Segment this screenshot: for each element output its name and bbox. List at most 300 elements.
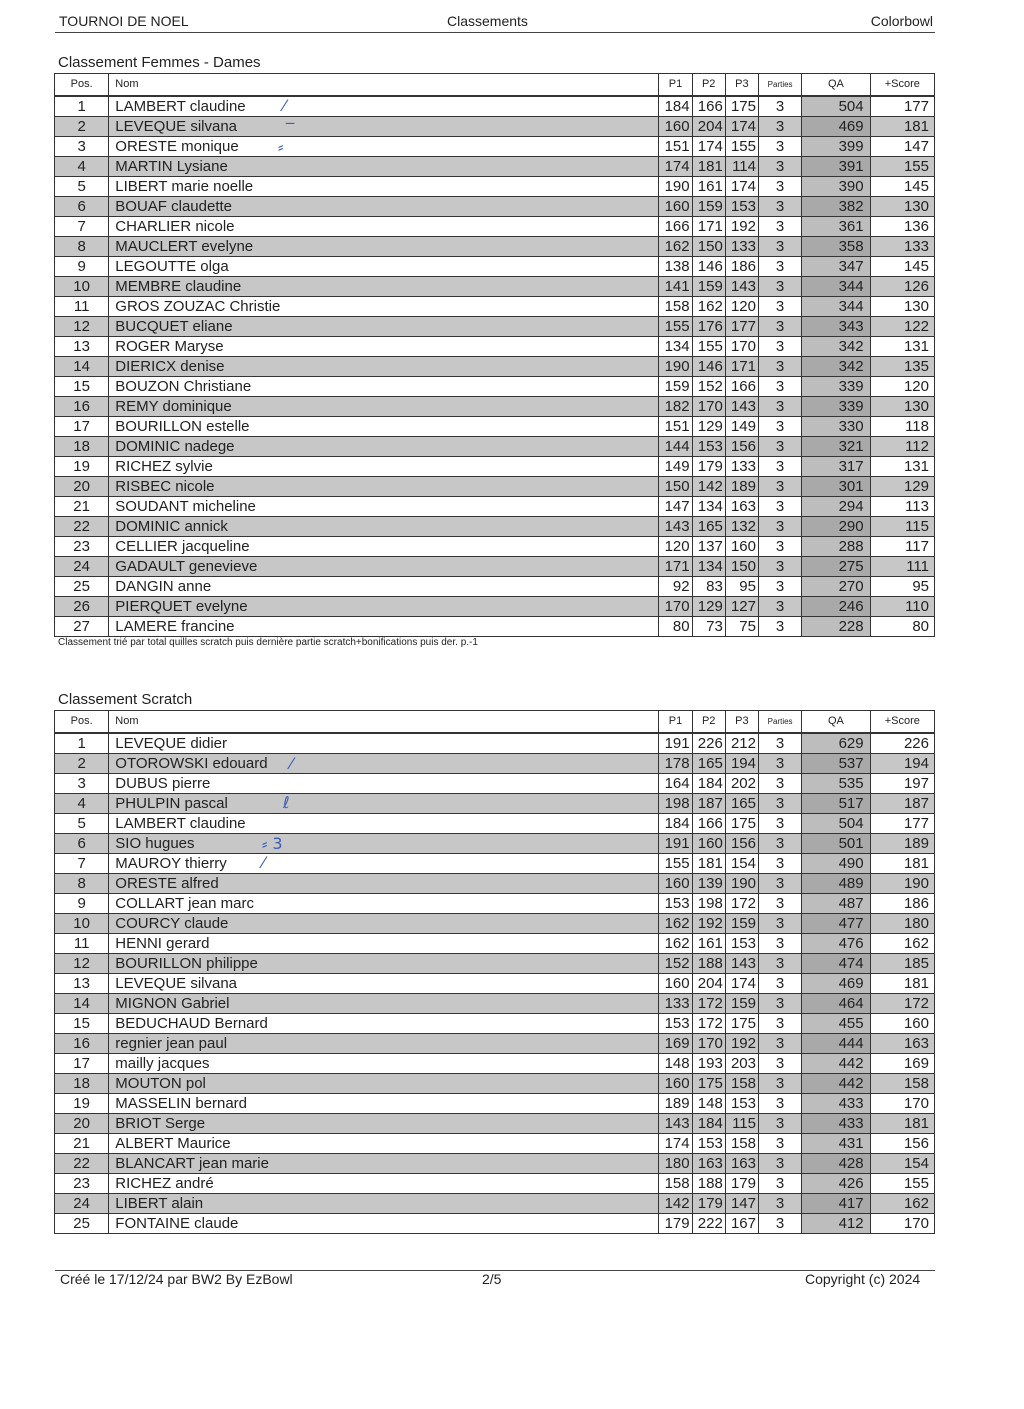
cell-p3: 133: [725, 457, 758, 477]
cell-p2: 146: [692, 257, 725, 277]
col-p3: P3: [725, 74, 758, 97]
cell-p1: 179: [659, 1214, 692, 1234]
cell-p1: 190: [659, 177, 692, 197]
cell-p2: 172: [692, 994, 725, 1014]
cell-parties: 3: [758, 137, 801, 157]
cell-nom: LIBERT marie noelle: [109, 177, 659, 197]
cell-p3: 153: [725, 934, 758, 954]
cell-qa: 288: [802, 537, 870, 557]
cell-parties: 3: [758, 197, 801, 217]
table-row: [55, 1174, 935, 1194]
cell-qa: 270: [802, 577, 870, 597]
cell-score: 170: [870, 1094, 934, 1114]
cell-qa: 426: [802, 1174, 870, 1194]
pen-mark: ⁄: [262, 853, 265, 872]
cell-parties: 3: [758, 1034, 801, 1054]
cell-score: 186: [870, 894, 934, 914]
cell-p1: 155: [659, 317, 692, 337]
cell-p1: 160: [659, 197, 692, 217]
cell-parties: 3: [758, 1134, 801, 1154]
cell-qa: 330: [802, 417, 870, 437]
femmes-title: Classement Femmes - Dames: [58, 54, 261, 71]
cell-score: 131: [870, 337, 934, 357]
cell-p2: 150: [692, 237, 725, 257]
cell-qa: 433: [802, 1114, 870, 1134]
table-row: [55, 774, 935, 794]
cell-pos: 25: [55, 1214, 109, 1234]
cell-pos: 21: [55, 1134, 109, 1154]
cell-parties: 3: [758, 1014, 801, 1034]
cell-score: 226: [870, 733, 934, 754]
cell-p2: 188: [692, 1174, 725, 1194]
cell-p2: 165: [692, 517, 725, 537]
cell-score: 185: [870, 954, 934, 974]
cell-score: 122: [870, 317, 934, 337]
cell-parties: 3: [758, 397, 801, 417]
cell-p3: 133: [725, 237, 758, 257]
cell-p3: 202: [725, 774, 758, 794]
cell-p3: 158: [725, 1074, 758, 1094]
col-qa: QA: [802, 74, 870, 97]
cell-qa: 339: [802, 397, 870, 417]
cell-pos: 14: [55, 357, 109, 377]
table-row: [55, 1074, 935, 1094]
cell-score: 163: [870, 1034, 934, 1054]
table-header: [55, 74, 935, 97]
cell-score: 155: [870, 1174, 934, 1194]
cell-p1: 174: [659, 1134, 692, 1154]
cell-nom: LAMERE francine: [109, 617, 659, 637]
cell-nom: RICHEZ andré: [109, 1174, 659, 1194]
table-row: [55, 597, 935, 617]
cell-p1: 134: [659, 337, 692, 357]
cell-qa: 455: [802, 1014, 870, 1034]
cell-parties: 3: [758, 577, 801, 597]
cell-parties: 3: [758, 277, 801, 297]
col-score: +Score: [870, 711, 934, 734]
cell-nom: LIBERT alain: [109, 1194, 659, 1214]
cell-p1: 144: [659, 437, 692, 457]
cell-parties: 3: [758, 357, 801, 377]
cell-qa: 246: [802, 597, 870, 617]
cell-qa: 317: [802, 457, 870, 477]
cell-qa: 476: [802, 934, 870, 954]
cell-p1: 138: [659, 257, 692, 277]
cell-p3: 114: [725, 157, 758, 177]
cell-nom: LEVEQUE silvana: [109, 117, 659, 137]
cell-nom: COLLART jean marc: [109, 894, 659, 914]
cell-p1: 80: [659, 617, 692, 637]
cell-score: 80: [870, 617, 934, 637]
cell-p2: 179: [692, 1194, 725, 1214]
cell-score: 177: [870, 96, 934, 117]
cell-p2: 181: [692, 157, 725, 177]
cell-p3: 158: [725, 1134, 758, 1154]
cell-nom: MARTIN Lysiane: [109, 157, 659, 177]
cell-nom: BEDUCHAUD Bernard: [109, 1014, 659, 1034]
cell-qa: 382: [802, 197, 870, 217]
cell-nom: GROS ZOUZAC Christie: [109, 297, 659, 317]
cell-qa: 629: [802, 733, 870, 754]
cell-parties: 3: [758, 377, 801, 397]
cell-nom: BOUAF claudette: [109, 197, 659, 217]
cell-score: 115: [870, 517, 934, 537]
table-row: [55, 117, 935, 137]
cell-p3: 212: [725, 733, 758, 754]
table-row: [55, 1114, 935, 1134]
cell-p2: 83: [692, 577, 725, 597]
page-heading: Classements: [447, 13, 528, 29]
cell-pos: 3: [55, 774, 109, 794]
cell-p1: 162: [659, 914, 692, 934]
cell-parties: 3: [758, 237, 801, 257]
col-nom: Nom: [109, 711, 659, 734]
cell-nom: SIO hugues: [109, 834, 659, 854]
table-row: [55, 617, 935, 637]
cell-p3: 154: [725, 854, 758, 874]
cell-qa: 228: [802, 617, 870, 637]
cell-p2: 142: [692, 477, 725, 497]
cell-p2: 192: [692, 914, 725, 934]
table-row: [55, 317, 935, 337]
cell-p3: 120: [725, 297, 758, 317]
cell-p1: 151: [659, 417, 692, 437]
cell-pos: 16: [55, 397, 109, 417]
cell-pos: 3: [55, 137, 109, 157]
cell-pos: 22: [55, 517, 109, 537]
cell-p3: 95: [725, 577, 758, 597]
cell-pos: 1: [55, 96, 109, 117]
cell-p1: 184: [659, 96, 692, 117]
cell-pos: 7: [55, 854, 109, 874]
pen-mark: ⁄: [283, 96, 286, 115]
cell-p2: 163: [692, 1154, 725, 1174]
cell-p1: 150: [659, 477, 692, 497]
cell-nom: mailly jacques: [109, 1054, 659, 1074]
cell-qa: 504: [802, 96, 870, 117]
cell-qa: 361: [802, 217, 870, 237]
cell-score: 147: [870, 137, 934, 157]
cell-p3: 177: [725, 317, 758, 337]
table-row: [55, 1134, 935, 1154]
cell-p2: 198: [692, 894, 725, 914]
cell-p3: 143: [725, 277, 758, 297]
cell-nom: BOURILLON estelle: [109, 417, 659, 437]
cell-p1: 160: [659, 974, 692, 994]
cell-nom: BOURILLON philippe: [109, 954, 659, 974]
cell-p1: 147: [659, 497, 692, 517]
cell-p3: 127: [725, 597, 758, 617]
table-row: [55, 754, 935, 774]
cell-score: 95: [870, 577, 934, 597]
cell-p1: 191: [659, 834, 692, 854]
cell-p2: 161: [692, 934, 725, 954]
cell-score: 162: [870, 934, 934, 954]
cell-parties: 3: [758, 814, 801, 834]
cell-pos: 1: [55, 733, 109, 754]
cell-parties: 3: [758, 557, 801, 577]
cell-parties: 3: [758, 177, 801, 197]
cell-p1: 174: [659, 157, 692, 177]
cell-p2: 166: [692, 96, 725, 117]
col-p2: P2: [692, 711, 725, 734]
cell-nom: LEGOUTTE olga: [109, 257, 659, 277]
cell-qa: 501: [802, 834, 870, 854]
cell-score: 181: [870, 854, 934, 874]
cell-nom: PHULPIN pascal: [109, 794, 659, 814]
cell-p1: 151: [659, 137, 692, 157]
cell-p3: 192: [725, 217, 758, 237]
cell-parties: 3: [758, 1174, 801, 1194]
col-parties: Parties: [758, 711, 801, 734]
cell-score: 169: [870, 1054, 934, 1074]
cell-pos: 19: [55, 457, 109, 477]
cell-p3: 171: [725, 357, 758, 377]
cell-qa: 275: [802, 557, 870, 577]
cell-score: 112: [870, 437, 934, 457]
cell-nom: BOUZON Christiane: [109, 377, 659, 397]
table-row: [55, 874, 935, 894]
cell-p3: 194: [725, 754, 758, 774]
cell-p3: 175: [725, 814, 758, 834]
cell-pos: 8: [55, 874, 109, 894]
table-row: [55, 934, 935, 954]
cell-p1: 180: [659, 1154, 692, 1174]
cell-p2: 222: [692, 1214, 725, 1234]
cell-p1: 143: [659, 1114, 692, 1134]
cell-pos: 12: [55, 954, 109, 974]
cell-qa: 490: [802, 854, 870, 874]
table-row: [55, 577, 935, 597]
cell-pos: 5: [55, 814, 109, 834]
table-row: [55, 854, 935, 874]
table-row: [55, 397, 935, 417]
cell-nom: OTOROWSKI edouard: [109, 754, 659, 774]
cell-p1: 120: [659, 537, 692, 557]
pen-mark: ⁄: [290, 754, 293, 773]
cell-nom: BRIOT Serge: [109, 1114, 659, 1134]
cell-pos: 17: [55, 417, 109, 437]
cell-pos: 8: [55, 237, 109, 257]
cell-nom: CELLIER jacqueline: [109, 537, 659, 557]
table-row: [55, 814, 935, 834]
cell-qa: 442: [802, 1074, 870, 1094]
cell-score: 130: [870, 197, 934, 217]
table-row: [55, 197, 935, 217]
cell-p3: 190: [725, 874, 758, 894]
cell-p3: 175: [725, 96, 758, 117]
cell-score: 135: [870, 357, 934, 377]
table-row: [55, 1034, 935, 1054]
femmes-table: [54, 73, 935, 637]
page-header: [55, 10, 935, 33]
cell-parties: 3: [758, 257, 801, 277]
cell-parties: 3: [758, 117, 801, 137]
cell-qa: 342: [802, 357, 870, 377]
cell-p1: 160: [659, 1074, 692, 1094]
col-pos: Pos.: [55, 711, 109, 734]
cell-p1: 198: [659, 794, 692, 814]
cell-qa: 390: [802, 177, 870, 197]
cell-score: 120: [870, 377, 934, 397]
cell-p1: 162: [659, 934, 692, 954]
cell-parties: 3: [758, 914, 801, 934]
table-row: [55, 1154, 935, 1174]
table-row: [55, 277, 935, 297]
cell-qa: 294: [802, 497, 870, 517]
cell-nom: LAMBERT claudine: [109, 814, 659, 834]
cell-pos: 11: [55, 297, 109, 317]
cell-parties: 3: [758, 617, 801, 637]
table-row: [55, 217, 935, 237]
cell-qa: 535: [802, 774, 870, 794]
cell-p2: 155: [692, 337, 725, 357]
table-row: [55, 237, 935, 257]
table-row: [55, 914, 935, 934]
pen-mark: ℓ: [283, 793, 290, 812]
table-row: [55, 537, 935, 557]
cell-p3: 189: [725, 477, 758, 497]
cell-p1: 141: [659, 277, 692, 297]
cell-pos: 9: [55, 257, 109, 277]
cell-score: 130: [870, 397, 934, 417]
cell-p3: 143: [725, 397, 758, 417]
cell-p2: 172: [692, 1014, 725, 1034]
cell-parties: 3: [758, 477, 801, 497]
cell-p1: 160: [659, 117, 692, 137]
cell-pos: 27: [55, 617, 109, 637]
cell-nom: DANGIN anne: [109, 577, 659, 597]
cell-pos: 16: [55, 1034, 109, 1054]
cell-p2: 181: [692, 854, 725, 874]
cell-nom: DOMINIC annick: [109, 517, 659, 537]
cell-p2: 139: [692, 874, 725, 894]
cell-qa: 487: [802, 894, 870, 914]
cell-p2: 170: [692, 1034, 725, 1054]
cell-score: 187: [870, 794, 934, 814]
pen-mark: ⸗: [278, 137, 284, 156]
cell-qa: 433: [802, 1094, 870, 1114]
cell-parties: 3: [758, 754, 801, 774]
cell-pos: 23: [55, 1174, 109, 1194]
tournament-name: TOURNOI DE NOEL: [59, 13, 189, 29]
cell-p2: 175: [692, 1074, 725, 1094]
cell-qa: 517: [802, 794, 870, 814]
cell-p3: 167: [725, 1214, 758, 1234]
cell-p2: 174: [692, 137, 725, 157]
cell-nom: MOUTON pol: [109, 1074, 659, 1094]
cell-p3: 156: [725, 437, 758, 457]
cell-pos: 10: [55, 277, 109, 297]
cell-pos: 15: [55, 377, 109, 397]
cell-p2: 134: [692, 497, 725, 517]
cell-p2: 165: [692, 754, 725, 774]
cell-p3: 153: [725, 197, 758, 217]
cell-score: 110: [870, 597, 934, 617]
cell-qa: 504: [802, 814, 870, 834]
cell-pos: 6: [55, 834, 109, 854]
cell-pos: 23: [55, 537, 109, 557]
cell-p3: 172: [725, 894, 758, 914]
cell-nom: RICHEZ sylvie: [109, 457, 659, 477]
cell-nom: FONTAINE claude: [109, 1214, 659, 1234]
cell-p2: 137: [692, 537, 725, 557]
cell-nom: DOMINIC nadege: [109, 437, 659, 457]
cell-parties: 3: [758, 217, 801, 237]
cell-p1: 159: [659, 377, 692, 397]
cell-p2: 176: [692, 317, 725, 337]
cell-p1: 152: [659, 954, 692, 974]
cell-qa: 474: [802, 954, 870, 974]
cell-nom: MEMBRE claudine: [109, 277, 659, 297]
cell-parties: 3: [758, 733, 801, 754]
footer-created: Créé le 17/12/24 par BW2 By EzBowl: [60, 1271, 293, 1287]
cell-pos: 24: [55, 557, 109, 577]
cell-p1: 178: [659, 754, 692, 774]
cell-p1: 171: [659, 557, 692, 577]
cell-p2: 153: [692, 437, 725, 457]
table-row: [55, 497, 935, 517]
cell-p1: 182: [659, 397, 692, 417]
cell-nom: DIERICX denise: [109, 357, 659, 377]
cell-parties: 3: [758, 1054, 801, 1074]
cell-p2: 193: [692, 1054, 725, 1074]
cell-nom: MIGNON Gabriel: [109, 994, 659, 1014]
cell-parties: 3: [758, 1214, 801, 1234]
cell-qa: 444: [802, 1034, 870, 1054]
cell-p3: 163: [725, 497, 758, 517]
cell-nom: LEVEQUE didier: [109, 733, 659, 754]
cell-qa: 391: [802, 157, 870, 177]
cell-parties: 3: [758, 994, 801, 1014]
cell-score: 155: [870, 157, 934, 177]
cell-nom: COURCY claude: [109, 914, 659, 934]
footer-copyright: Copyright (c) 2024: [805, 1271, 921, 1287]
cell-parties: 3: [758, 317, 801, 337]
cell-score: 194: [870, 754, 934, 774]
cell-score: 172: [870, 994, 934, 1014]
cell-p2: 148: [692, 1094, 725, 1114]
cell-qa: 358: [802, 237, 870, 257]
cell-p2: 188: [692, 954, 725, 974]
table-row: [55, 177, 935, 197]
cell-nom: GADAULT genevieve: [109, 557, 659, 577]
cell-p3: 170: [725, 337, 758, 357]
cell-nom: CHARLIER nicole: [109, 217, 659, 237]
cell-parties: 3: [758, 894, 801, 914]
col-score: +Score: [870, 74, 934, 97]
cell-p1: 92: [659, 577, 692, 597]
cell-qa: 347: [802, 257, 870, 277]
cell-p2: 159: [692, 277, 725, 297]
cell-qa: 469: [802, 117, 870, 137]
scratch-table: [54, 710, 935, 1234]
cell-p1: 169: [659, 1034, 692, 1054]
cell-p1: 189: [659, 1094, 692, 1114]
cell-pos: 19: [55, 1094, 109, 1114]
cell-score: 126: [870, 277, 934, 297]
cell-nom: BLANCART jean marie: [109, 1154, 659, 1174]
cell-qa: 464: [802, 994, 870, 1014]
cell-pos: 26: [55, 597, 109, 617]
cell-p3: 165: [725, 794, 758, 814]
venue-name: Colorbowl: [870, 13, 933, 29]
cell-p3: 163: [725, 1154, 758, 1174]
cell-qa: 469: [802, 974, 870, 994]
cell-pos: 5: [55, 177, 109, 197]
cell-p2: 179: [692, 457, 725, 477]
cell-score: 129: [870, 477, 934, 497]
